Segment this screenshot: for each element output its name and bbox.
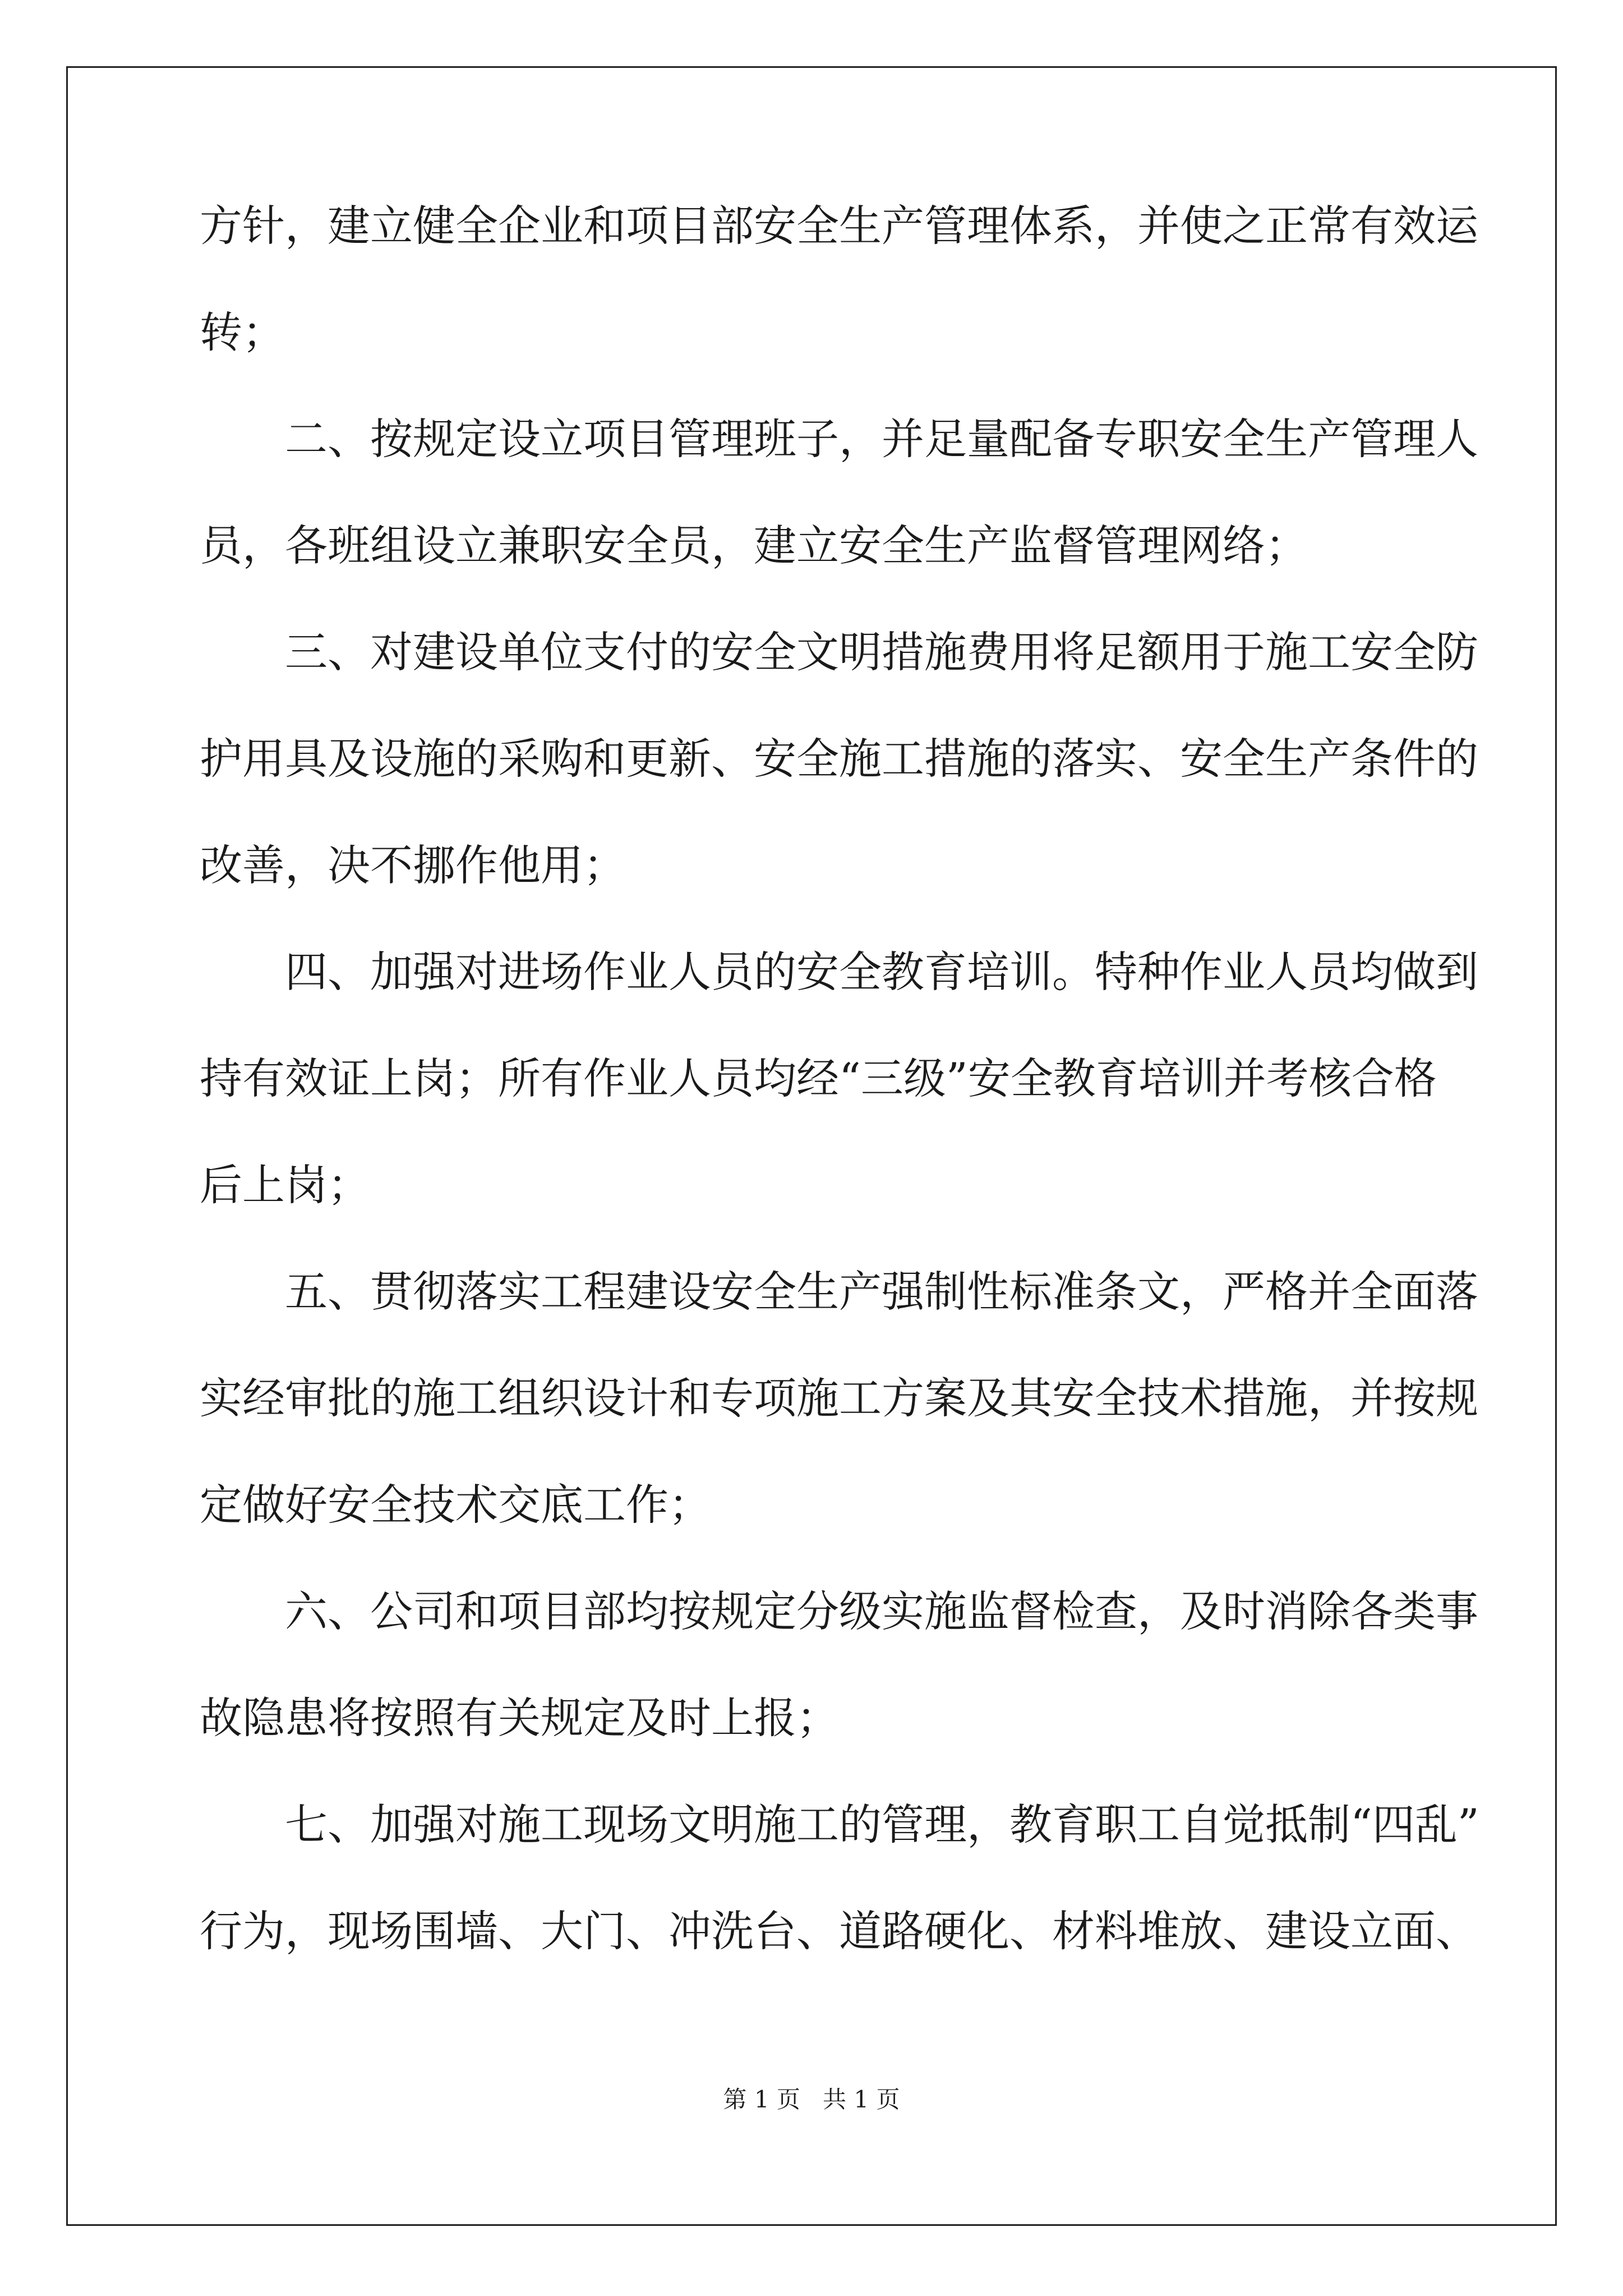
text-line: 实经审批的施工组织设计和专项施工方案及其安全技术措施，并按规 <box>200 1373 1478 1423</box>
text-line: 故隐患将按照有关规定及时上报； <box>200 1693 839 1743</box>
text-line: 护用具及设施的采购和更新、安全施工措施的落实、安全生产条件的 <box>200 734 1478 784</box>
text-line: 方针，建立健全企业和项目部安全生产管理体系，并使之正常有效运 <box>200 201 1478 251</box>
paragraph-first-line: 六、公司和项目部均按规定分级实施监督检查，及时消除各类事 <box>285 1586 1478 1636</box>
page-border <box>66 66 1557 2226</box>
paragraph-first-line: 二、按规定设立项目管理班子，并足量配备专职安全生产管理人 <box>285 414 1478 464</box>
paragraph-first-line: 三、对建设单位支付的安全文明措施费用将足额用于施工安全防 <box>285 627 1478 677</box>
paragraph-first-line: 四、加强对进场作业人员的安全教育培训。特种作业人员均做到 <box>285 947 1478 997</box>
text-line: 转； <box>200 307 285 357</box>
text-line: 员，各班组设立兼职安全员，建立安全生产监督管理网络； <box>200 521 1308 570</box>
text-line: 后上岗； <box>200 1160 370 1210</box>
paragraph-first-line: 七、加强对施工现场文明施工的管理，教育职工自觉抵制“四乱” <box>285 1800 1479 1849</box>
text-line: 行为，现场围墙、大门、冲洗台、道路硬化、材料堆放、建设立面、 <box>200 1906 1478 1956</box>
page-number-footer: 第 1 页 共 1 页 <box>723 2086 900 2113</box>
text-line: 定做好安全技术交底工作； <box>200 1480 711 1530</box>
text-line: 持有效证上岗；所有作业人员均经“三级”安全教育培训并考核合格 <box>200 1053 1437 1103</box>
text-line: 改善，决不挪作他用； <box>200 840 626 890</box>
paragraph-first-line: 五、贯彻落实工程建设安全生产强制性标准条文，严格并全面落 <box>285 1267 1478 1317</box>
